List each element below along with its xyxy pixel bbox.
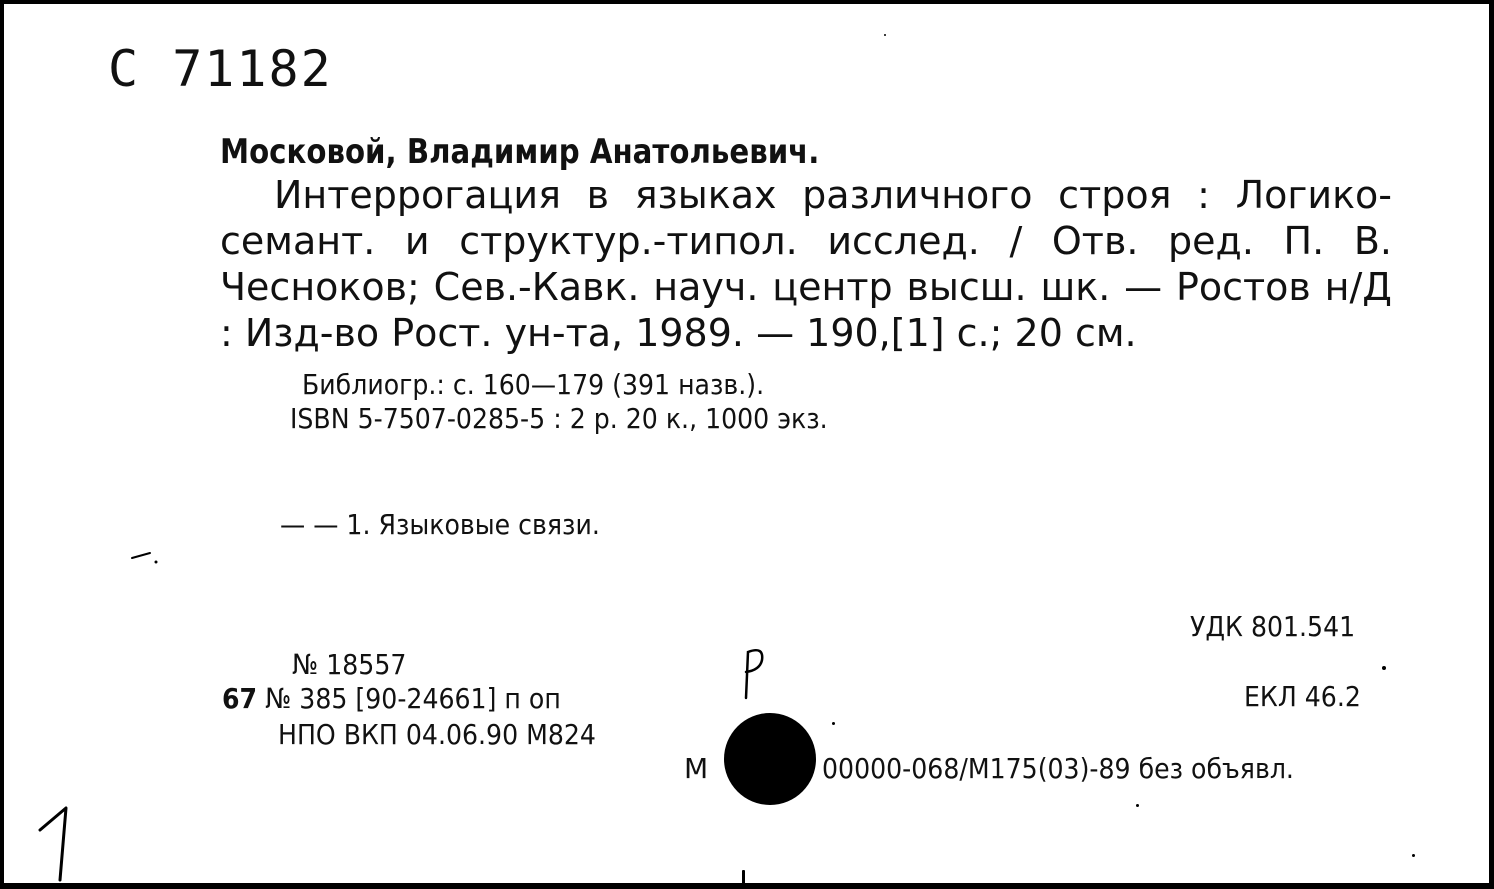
pencil-dash-mark [130,548,160,568]
order-number: № 18557 [292,648,407,681]
m-letter: М [684,752,709,785]
ink-speck [832,722,835,725]
ink-speck [742,870,745,884]
print-prefix: 67 [222,682,258,715]
bibliography-note: Библиогр.: с. 160—179 (391 назв.). [302,368,765,401]
punch-hole [724,713,816,805]
ink-speck [884,34,886,36]
author-heading: Московой, Владимир Анатольевич. [220,132,820,172]
npo-line: НПО ВКП 04.06.90 М824 [278,718,596,751]
handwritten-p-mark [734,644,774,700]
udk-code: УДК 801.541 [1190,610,1356,643]
ink-speck [1412,854,1415,857]
handwritten-one-mark [32,804,92,884]
call-number: С 71182 [108,40,333,98]
isbn-line: ISBN 5-7507-0285-5 : 2 р. 20 к., 1000 экз. [290,402,828,435]
bibliographic-description: Интеррогация в языках различного строя : Логико-семант. и структур.-типол. исслед. / Отв. ред. П. В. Чесноков; Сев.-Кавк. науч. центр высш. шк. — Ростов н/Д : Изд-во Рост. ун-та, 1989. — 190,[1] с.; 20 см. [220,173,1392,355]
ink-speck [1136,804,1139,807]
ekl-code: ЕКЛ 46.2 [1244,680,1361,713]
ink-speck [1382,666,1386,670]
print-info: № 385 [90-24661] п оп [265,682,561,715]
print-info-line [222,682,561,715]
subject-heading: — — 1. Языковые связи. [280,508,600,541]
m-code-line: 00000-068/М175(03)-89 без объявл. [822,752,1294,785]
